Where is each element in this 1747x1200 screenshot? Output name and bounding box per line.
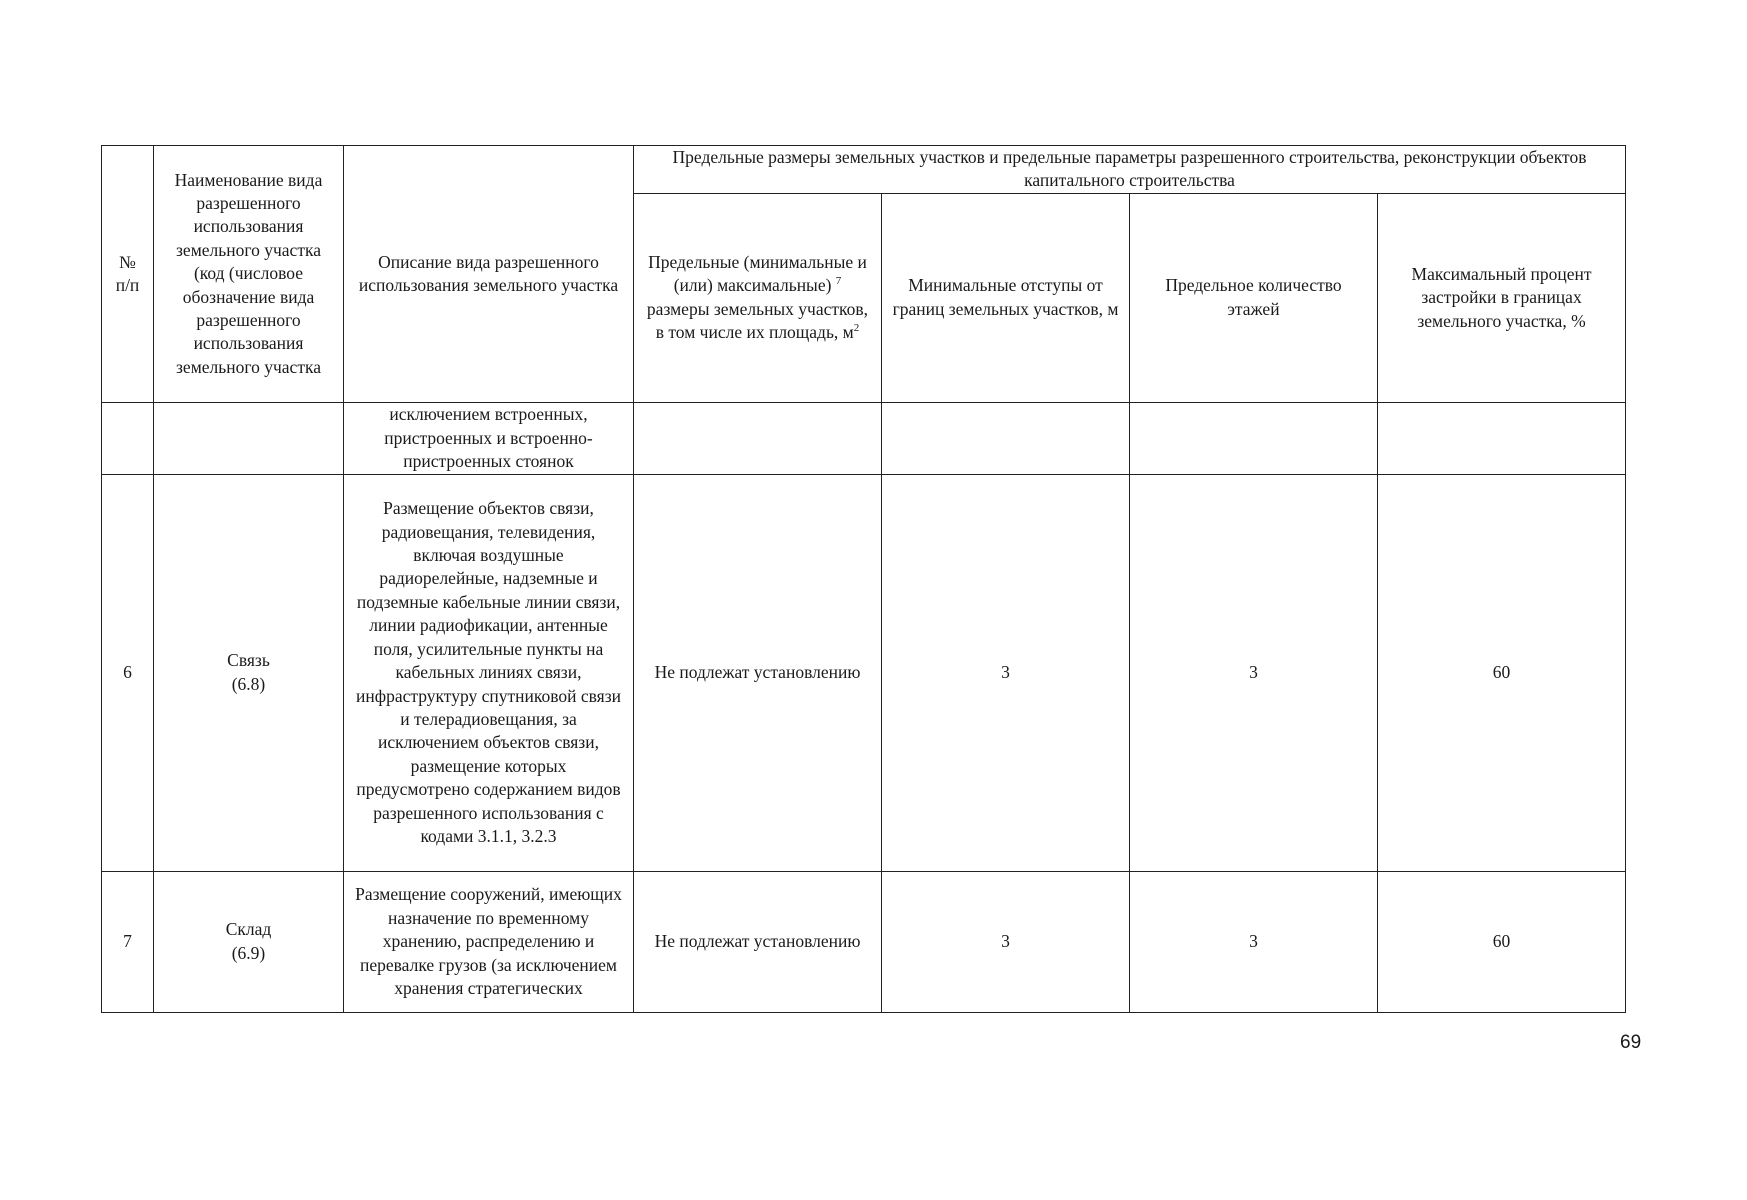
use-name: Склад [225, 919, 272, 940]
header-plot-sizes [634, 193, 882, 402]
cell-setbacks [882, 402, 1130, 474]
cell-setbacks: 3 [882, 871, 1130, 1012]
header-parameters-group: Предельные размеры земельных участков и предельные параметры разрешенного строительства, реконструкции объектов капитального строительства [634, 146, 1626, 194]
cell-number: 6 [102, 474, 154, 871]
regulations-table [101, 145, 1626, 1013]
page-number: 69 [1620, 1032, 1642, 1053]
cell-plot-sizes [634, 402, 882, 474]
header-number: № п/п [102, 146, 154, 403]
header-min-setbacks: Минимальные отступы от границ земельных участков, м [882, 193, 1130, 402]
cell-setbacks: 3 [882, 474, 1130, 871]
header-max-coverage: Максимальный процент застройки в границах земельного участка, % [1378, 193, 1626, 402]
table-row [102, 402, 1626, 474]
cell-name [154, 402, 344, 474]
cell-description: исключением встроенных, пристроенных и встроенно-пристроенных стоянок [344, 402, 634, 474]
cell-floors [1130, 402, 1378, 474]
cell-number: 7 [102, 871, 154, 1012]
cell-description: Размещение сооружений, имеющих назначение по временному хранению, распределению и перевалке грузов (за исключением хранения стратегических [344, 871, 634, 1012]
cell-plot-sizes: Не подлежат установлению [634, 474, 882, 871]
unit-power: 2 [853, 322, 860, 335]
cell-coverage [1378, 402, 1626, 474]
cell-description: Размещение объектов связи, радиовещания, телевидения, включая воздушные радиорелейные, надземные и подземные кабельные линии связи, линии радиофикации, антенные поля, усилительные пункты на кабельных линиях связи, инфраструктуру спутниковой связи и телерадиовещания, за исключением объектов связи, размещение которых предусмотрено содержанием видов разрешенного использования с кодами 3.1.1, 3.2.3 [344, 474, 634, 871]
cell-floors: 3 [1130, 871, 1378, 1012]
cell-plot-sizes: Не подлежат установлению [634, 871, 882, 1012]
cell-name [154, 474, 344, 871]
use-name: Связь [227, 650, 270, 671]
header-permitted-use-name: Наименование вида разрешенного использования земельного участка (код (числовое обозначение вида разрешенного использования земельного участка [154, 146, 344, 403]
cell-coverage: 60 [1378, 871, 1626, 1012]
cell-floors: 3 [1130, 474, 1378, 871]
cell-number [102, 402, 154, 474]
cell-name [154, 871, 344, 1012]
header-plot-sizes-text-2: размеры земельных участков, в том числе их площадь, м [646, 298, 869, 343]
table-row [102, 871, 1626, 1012]
use-code: (6.9) [231, 942, 266, 963]
header-max-floors: Предельное количество этажей [1130, 193, 1378, 402]
use-code: (6.8) [231, 673, 266, 694]
table-row [102, 474, 1626, 871]
footnote-marker: 7 [835, 275, 842, 288]
cell-coverage: 60 [1378, 474, 1626, 871]
header-plot-sizes-text: Предельные (минимальные и (или) максимальные) [648, 252, 867, 296]
header-description: Описание вида разрешенного использования земельного участка [344, 146, 634, 403]
header-row-group [102, 146, 1626, 194]
